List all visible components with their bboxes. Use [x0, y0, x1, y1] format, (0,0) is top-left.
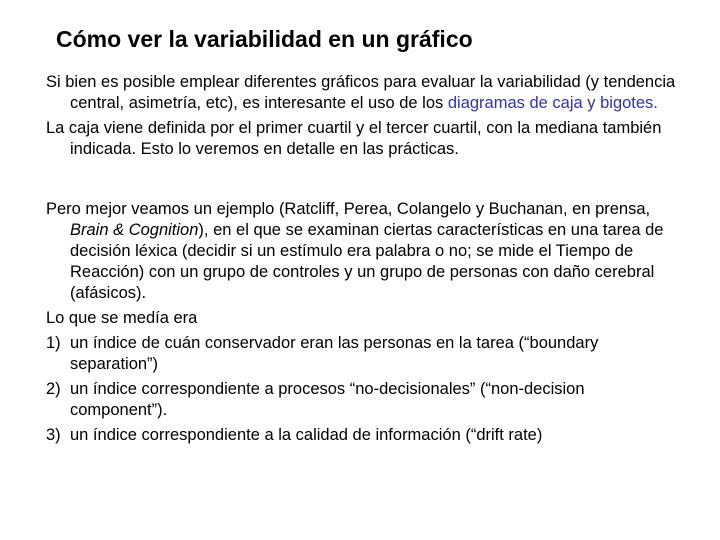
list-text: un índice correspondiente a procesos “no-decisionales” (“non-decision component”). [70, 380, 585, 419]
slide-title: Cómo ver la variabilidad en un gráfico [56, 26, 473, 52]
paragraph-box-definition: La caja viene definida por el primer cuartil y el tercer cuartil, con la mediana también indicada. Esto lo veremos en detalle en las prácticas. [46, 119, 662, 158]
list-text: un índice correspondiente a la calidad de información (“drift rate) [70, 426, 543, 444]
list-item [46, 379, 686, 421]
list-text: un índice de cuán conservador eran las personas en la tarea (“boundary separation”) [70, 334, 599, 373]
list-number: 1) [46, 334, 61, 352]
list-number: 3) [46, 426, 61, 444]
boxplot-link[interactable]: diagramas de caja y bigotes. [447, 94, 658, 112]
list-item [46, 333, 686, 375]
paragraph-text: Si bien es posible emplear diferentes gráficos para evaluar la variabilidad (y tendencia central, asimetría, etc), es interesante el uso de los [46, 73, 676, 112]
paragraph-measures-intro: Lo que se medía era [46, 309, 198, 327]
paragraph-text: Pero mejor veamos un ejemplo (Ratcliff, Perea, Colangelo y Buchanan, en prensa, [46, 200, 651, 218]
paragraph-text: ), en el que se examinan ciertas características en una tarea de decisión léxica (decidir si un estímulo era palabra o no; se mide el Tiempo de Reacción) con un grupo de controles y un grupo de personas con daño cerebral (afásicos). [70, 221, 664, 302]
paragraph-example [46, 199, 686, 304]
list-item [46, 425, 686, 446]
journal-name: Brain & Cognition [70, 221, 199, 239]
list-number: 2) [46, 380, 61, 398]
slide-body [46, 72, 686, 450]
paragraph-boxplot-intro [46, 72, 686, 114]
